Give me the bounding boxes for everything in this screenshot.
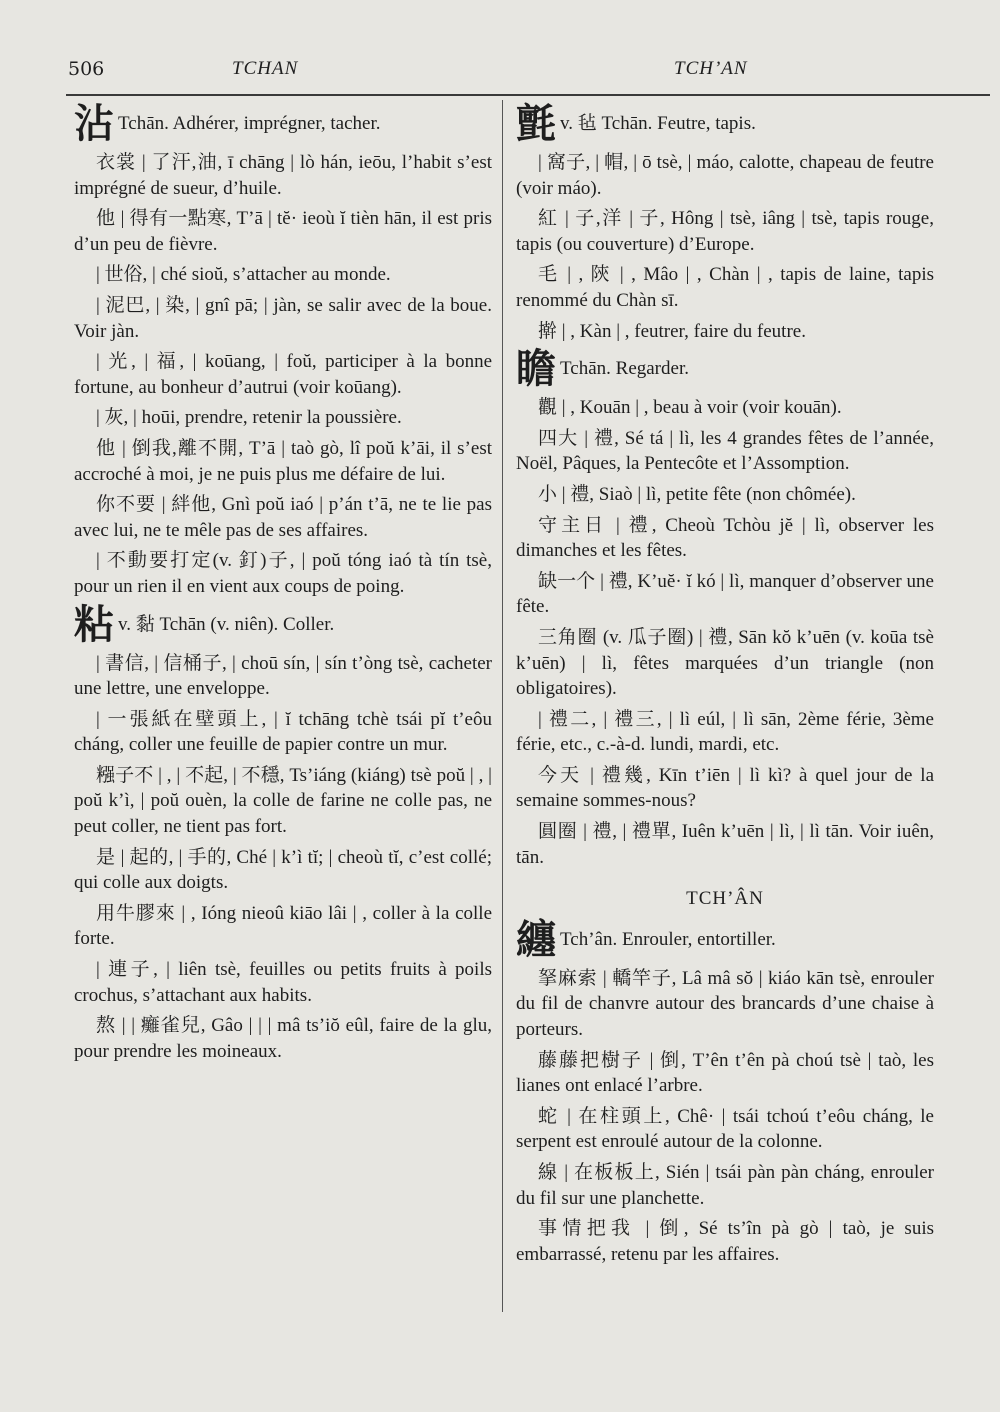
dictionary-entry (516, 346, 934, 393)
entry-definition: v. 毡 Tchān. Feutre, tapis. (560, 113, 756, 134)
usage-example: | 書信, | 信桶子, | choū sín, | sín t’òng tsè, cacheter une lettre, une enveloppe. (74, 652, 492, 700)
usage-example: 今天 | 禮幾, Kīn t’iēn | lì kì? à quel jour de la semaine sommes-nous? (516, 764, 934, 812)
usage-example: | 不動要打定(v. 釘)子, | poŭ tóng iaó tà tín tsè, pour un rien il en vient aux coups de poing. (74, 550, 492, 597)
usage-example: 他 | 倒我,離不開, T’ā | taò gò, lî poŭ k’āi, il s’est accroché à moi, je ne puis plus me défaire de lui. (74, 437, 492, 485)
usage-example: 藤藤把樹子 | 倒, T’ên t’ên pà choú tsè | taò, les lianes ont enlacé l’arbre. (516, 1049, 934, 1097)
page-number: 506 (68, 58, 105, 80)
dictionary-entry (516, 916, 934, 963)
usage-example: 事情把我 | 倒, Sé ts’în pà gò | taò, je suis embarrassé, retenu par les affaires. (516, 1218, 934, 1265)
usage-example: 你不要 | 絆他, Gnì poŭ iaó | p’án t’ā, ne te lie pas avec lui, ne te mêle pas de ses affaires. (74, 494, 492, 541)
dictionary-entry (516, 101, 934, 147)
usage-example: | 窩子, | 帽, | ō tsè, | máo, calotte, chapeau de feutre (voir máo). (516, 152, 934, 199)
usage-example: 守主日 | 禮, Cheoù Tchòu jĕ | lì, observer les dimanches et les fêtes. (516, 514, 934, 562)
dictionary-entry (74, 101, 492, 147)
running-head-right: TCH’AN (674, 58, 748, 79)
usage-example: 熬 | | 癱雀兒, Gâo | | | mâ ts’iŏ eûl, faire de la glu, pour prendre les moineaux. (74, 1015, 492, 1062)
usage-example: 擀 | , Kàn | , feutrer, faire du feutre. (538, 320, 806, 342)
usage-example: 他 | 得有一點寒, T’ā | tĕ· ieoù ĭ tièn hān, il est pris d’un peu de fièvre. (74, 208, 492, 255)
usage-example: | 泥巴, | 染, | gnî pā; | jàn, se salir avec de la boue. Voir jàn. (74, 294, 492, 342)
entry-headword: 纏 (516, 916, 556, 963)
dictionary-entry (74, 601, 492, 648)
usage-example: | 光, | 福, | koūang, | foŭ, participer à la bonne fortune, au bonheur d’autrui (voir koūang). (74, 351, 492, 398)
usage-example: 是 | 起的, | 手的, Ché | k’ì tĭ; | cheoù tĭ, c’est collé; qui colle aux doigts. (74, 846, 492, 894)
usage-example: 用牛膠來 | , Ióng nieoû kiāo lâi | , coller à la colle forte. (74, 902, 492, 950)
usage-example: 紅 | 子,洋 | 子, Hông | tsè, iâng | tsè, tapis rouge, tapis (ou couverture) d’Europe. (516, 208, 934, 255)
right-column (516, 101, 934, 1272)
page-header (0, 52, 1000, 92)
usage-example: 缺一个 | 禮, K’uĕ· ĭ kó | lì, manquer d’observer une fête. (516, 570, 934, 618)
entry-headword: 沾 (74, 101, 114, 147)
usage-example: 三角圈 (v. 瓜子圈) | 禮, Sān kŏ k’uēn (v. koūa tsè k’uēn) | lì, fêtes marquées d’un triangle (non obligatoires). (516, 626, 934, 700)
usage-example: | 連子, | liên tsè, feuilles ou petits fruits à poils crochus, s’attachant aux habits. (74, 959, 492, 1006)
running-head-left: TCHAN (232, 58, 299, 79)
usage-example: 衣裳 | 了汗,油, ī chāng | lò hán, ieōu, l’habit s’est imprégné de sueur, d’huile. (74, 152, 492, 199)
entry-definition: Tchān. Regarder. (560, 358, 689, 380)
usage-example: | 灰, | hoūi, prendre, retenir la poussière. (96, 407, 402, 429)
left-column (74, 101, 492, 1069)
entry-definition: v. 黏 Tchān (v. niên). Coller. (118, 613, 335, 635)
entry-headword: 粘 (74, 601, 114, 648)
entry-definition: Tch’ân. Enrouler, entortiller. (560, 928, 776, 950)
usage-example: 圓圈 | 禮, | 禮單, Iuên k’uēn | lì, | lì tān. Voir iuên, tān. (516, 821, 934, 868)
section-title: TCH’ÂN (686, 888, 764, 910)
usage-example: 蛇 | 在柱頭上, Chê· | tsái tchoú t’eôu cháng, le serpent est enroulé autour de la colonne. (516, 1105, 934, 1153)
usage-example: 拏麻索 | 轎竿子, Lâ mâ sŏ | kiáo kān tsè, enrouler du fil de chanvre autour des brancards d’une chaise à porteurs. (516, 967, 934, 1041)
usage-example: 四大 | 禮, Sé tá | lì, les 4 grandes fêtes de l’année, Noël, Pâques, la Pentecôte et l’Assomption. (516, 427, 934, 475)
usage-example: 毛 | , 陝 | , Mâo | , Chàn | , tapis de laine, tapis renommé du Chàn sī. (516, 264, 934, 311)
usage-example: 糨子不 | , | 不起, | 不穩, Ts’iáng (kiáng) tsè poŭ | , | poŭ k’ì, | poŭ ouèn, la colle de farine ne colle pas, ne peut coller, ne tient pas fort. (74, 764, 492, 838)
usage-example: | 禮二, | 禮三, | lì eúl, | lì sān, 2ème férie, 3ème férie, etc., c.-à-d. lundi, mardi, etc. (516, 708, 934, 756)
usage-example: 線 | 在板板上, Sién | tsái pàn pàn cháng, enrouler du fil sur une planchette. (516, 1162, 934, 1209)
header-rule (66, 94, 990, 96)
entry-headword: 瞻 (516, 346, 556, 393)
usage-example: 觀 | , Kouān | , beau à voir (voir kouān). (538, 397, 842, 419)
entry-headword: 氈 (516, 101, 556, 147)
entry-definition: Tchān. Adhérer, imprégner, tacher. (118, 113, 381, 134)
column-divider (502, 100, 503, 1312)
usage-example: | 世俗, | ché sioŭ, s’attacher au monde. (96, 264, 391, 286)
usage-example: | 一張紙在壁頭上, | ĭ tchāng tchè tsái pĭ t’eôu cháng, coller une feuille de papier contre un mur. (74, 708, 492, 756)
usage-example: 小 | 禮, Siaò | lì, petite fête (non chômée). (538, 483, 856, 505)
